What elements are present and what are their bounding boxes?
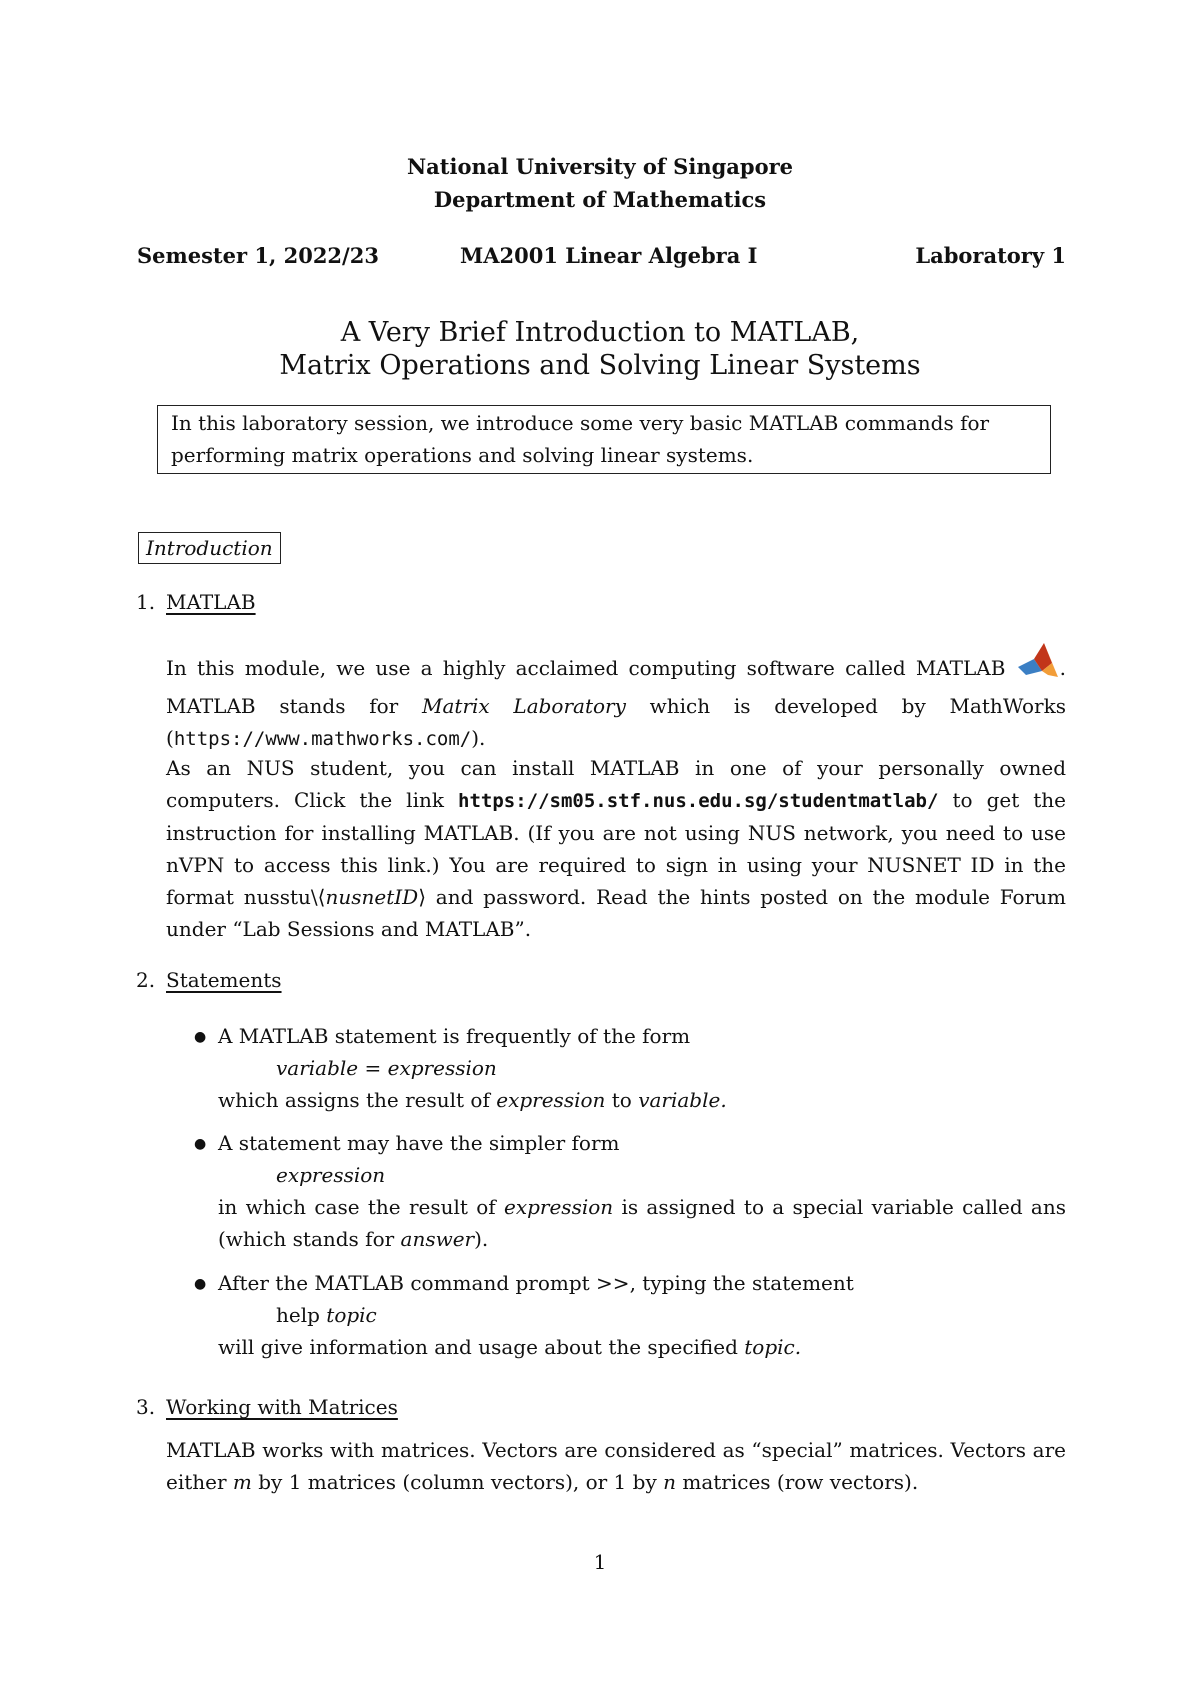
section-2-heading: Statements	[166, 968, 282, 992]
bullet-1-line-3: which assigns the result of expression to variable.	[218, 1088, 727, 1112]
mathworks-link[interactable]: https://www.mathworks.com/	[173, 728, 472, 750]
bullet-dot: ●	[194, 1029, 207, 1045]
bullet-dot: ●	[194, 1136, 207, 1152]
studentmatlab-link[interactable]: https://sm05.stf.nus.edu.sg/studentmatlab/	[458, 790, 939, 812]
bullet-3-line-3: will give information and usage about the specified topic.	[218, 1335, 802, 1359]
semester-label: Semester 1, 2022/23	[137, 243, 379, 268]
bullet-1-formula: variable = expression	[276, 1056, 497, 1080]
section-2-number: 2.	[136, 968, 156, 992]
bullet-3-line-1: After the MATLAB command prompt >>, typing the statement	[218, 1271, 854, 1295]
abstract-text: In this laboratory session, we introduce some very basic MATLAB commands for performing matrix operations and solving linear systems.	[171, 411, 990, 467]
matlab-logo-icon	[1016, 641, 1060, 690]
page-number: 1	[593, 1550, 607, 1574]
section-3-paragraph: MATLAB works with matrices. Vectors are considered as “special” matrices. Vectors are either m by 1 matrices (column vectors), or 1 by n matrices (row vectors).	[166, 1438, 1066, 1494]
bullet-2-formula: expression	[276, 1163, 386, 1187]
university-name: National University of Singapore	[406, 154, 794, 179]
lab-label: Laboratory 1	[915, 243, 1066, 268]
section-1-paragraph-1: In this module, we use a highly acclaimed computing software called MATLAB . MATLAB stands for Matrix Laboratory which is developed by MathWorks (https://www.mathworks.com/).	[166, 641, 1066, 755]
abstract-box	[157, 405, 1051, 474]
section-1-number: 1.	[136, 590, 156, 614]
department-name: Department of Mathematics	[433, 187, 767, 212]
section-3-heading: Working with Matrices	[166, 1395, 398, 1419]
bullet-1-line-1: A MATLAB statement is frequently of the form	[218, 1024, 691, 1048]
section-1-paragraph-2: As an NUS student, you can install MATLAB in one of your personally owned computers. Click the link https://sm05.stf.nus.edu.sg/studentmatlab/ to get the instruction for installing MATLAB. (If you are not using NUS network, you need to use nVPN to access this link.) You are required to sign in using your NUSNET ID in the format nusstu\⟨nusnetID⟩ and password. Read the hints posted on the module Forum under “Lab Sessions and MATLAB”.	[166, 756, 1067, 941]
section-1-heading: MATLAB	[166, 590, 256, 614]
course-label: MA2001 Linear Algebra I	[460, 243, 758, 268]
introduction-heading: Introduction	[138, 532, 281, 564]
bullet-2-line-3: in which case the result of expression is assigned to a special variable called ans (which stands for answer).	[218, 1195, 1067, 1251]
bullet-dot: ●	[194, 1276, 207, 1292]
doc-title-line1: A Very Brief Introduction to MATLAB,	[340, 317, 860, 348]
bullet-2-line-1: A statement may have the simpler form	[218, 1131, 620, 1155]
section-3-number: 3.	[136, 1395, 156, 1419]
bullet-3-formula: help topic	[276, 1303, 377, 1327]
doc-title-line2: Matrix Operations and Solving Linear Systems	[279, 350, 921, 381]
